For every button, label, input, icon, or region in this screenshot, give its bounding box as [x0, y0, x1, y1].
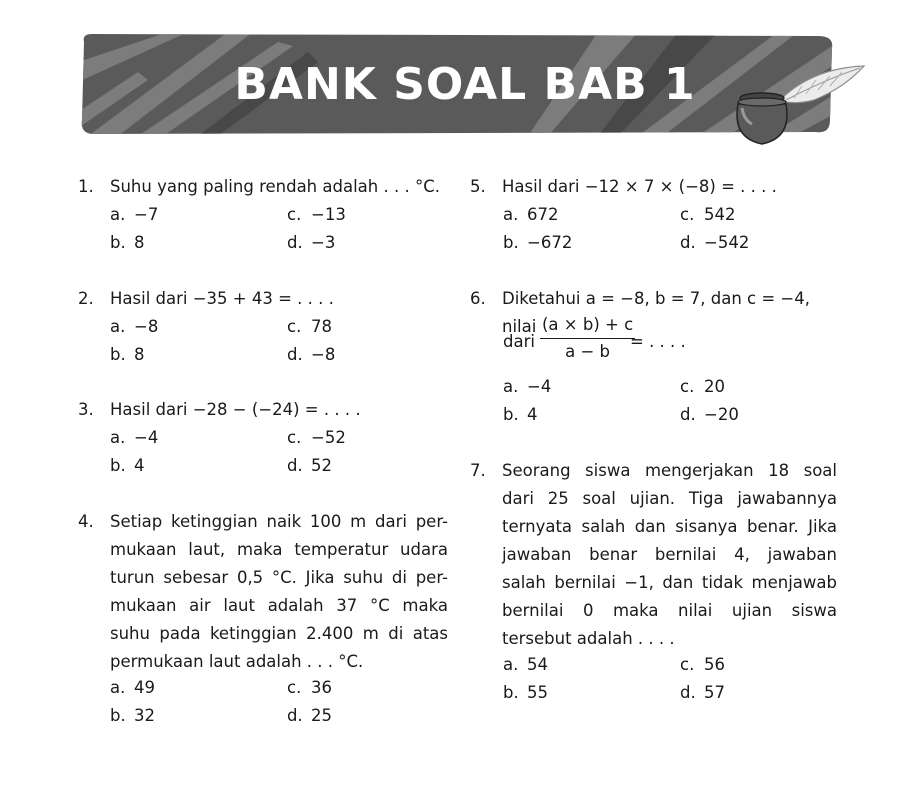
option-a[interactable]: a. −7 — [110, 205, 159, 224]
question-5 — [470, 173, 840, 201]
question-number: 6. — [470, 289, 486, 308]
option-a[interactable]: a. −4 — [110, 428, 159, 447]
option-b[interactable]: b. 55 — [503, 683, 548, 702]
option-c[interactable]: c. −13 — [287, 205, 346, 224]
question-1 — [78, 173, 448, 201]
question-text: Hasil dari −12 × 7 × (−8) = . . . . — [502, 177, 777, 196]
option-d[interactable]: d. 25 — [287, 706, 332, 725]
question-number: 5. — [470, 177, 486, 196]
option-a[interactable]: a. 672 — [503, 205, 559, 224]
option-d[interactable]: d. −20 — [680, 405, 739, 424]
question-text: Diketahui a = −8, b = 7, dan c = −4, nilai — [502, 289, 810, 336]
option-b[interactable]: b. 4 — [110, 456, 145, 475]
fraction-denominator: a − b — [565, 342, 611, 361]
question-text: Suhu yang paling rendah adalah . . . °C. — [110, 177, 440, 196]
option-b[interactable]: b. 8 — [110, 233, 145, 252]
option-d[interactable]: d. 57 — [680, 683, 725, 702]
question-text: Hasil dari −28 − (−24) = . . . . — [110, 400, 361, 419]
question-number: 7. — [470, 461, 486, 480]
question-number: 2. — [78, 289, 94, 308]
option-b[interactable]: b. 4 — [503, 405, 538, 424]
fraction-numerator: (a × b) + c — [540, 313, 635, 339]
option-c[interactable]: c. 56 — [680, 655, 725, 674]
option-c[interactable]: c. 542 — [680, 205, 736, 224]
option-a[interactable]: a. −8 — [110, 317, 159, 336]
option-d[interactable]: d. −3 — [287, 233, 336, 252]
fraction-expression — [540, 313, 635, 364]
question-7 — [470, 457, 840, 653]
question-text: Setiap ketinggian naik 100 m dari per- mukaan laut, maka temperatur udara turun sebesar 0,5 °C. Jika suhu di per- mukaan air laut adalah 37 °C maka suhu pada ketinggian 2.400 m di atas permukaan laut adalah . . . °C. — [110, 512, 448, 671]
option-c[interactable]: c. 36 — [287, 678, 332, 697]
pot-feather-icon — [724, 58, 874, 158]
option-b[interactable]: b. 32 — [110, 706, 155, 725]
option-b[interactable]: b. −672 — [503, 233, 573, 252]
option-a[interactable]: a. −4 — [503, 377, 552, 396]
question-text: Hasil dari −35 + 43 = . . . . — [110, 289, 334, 308]
option-d[interactable]: d. −8 — [287, 345, 336, 364]
question-number: 1. — [78, 177, 94, 196]
fraction-suffix: = . . . . — [630, 332, 686, 351]
question-3 — [78, 396, 448, 424]
question-4 — [78, 508, 448, 676]
option-c[interactable]: c. 20 — [680, 377, 725, 396]
option-d[interactable]: d. −542 — [680, 233, 750, 252]
option-c[interactable]: c. 78 — [287, 317, 332, 336]
option-c[interactable]: c. −52 — [287, 428, 346, 447]
page-title: BANK SOAL BAB 1 — [234, 58, 696, 110]
option-a[interactable]: a. 54 — [503, 655, 548, 674]
question-2 — [78, 285, 448, 313]
option-d[interactable]: d. 52 — [287, 456, 332, 475]
fraction-prefix: dari — [503, 332, 535, 351]
option-a[interactable]: a. 49 — [110, 678, 155, 697]
question-number: 3. — [78, 400, 94, 419]
question-text: Seorang siswa mengerjakan 18 soal dari 25 soal ujian. Tiga jawabannya ternyata salah dan sisanya benar. Jika jawaban benar bernilai 4, jawaban salah bernilai −1, dan tidak menjawab bernilai 0 maka nilai ujian siswa tersebut adalah . . . . — [502, 461, 837, 648]
question-number: 4. — [78, 512, 94, 531]
option-b[interactable]: b. 8 — [110, 345, 145, 364]
